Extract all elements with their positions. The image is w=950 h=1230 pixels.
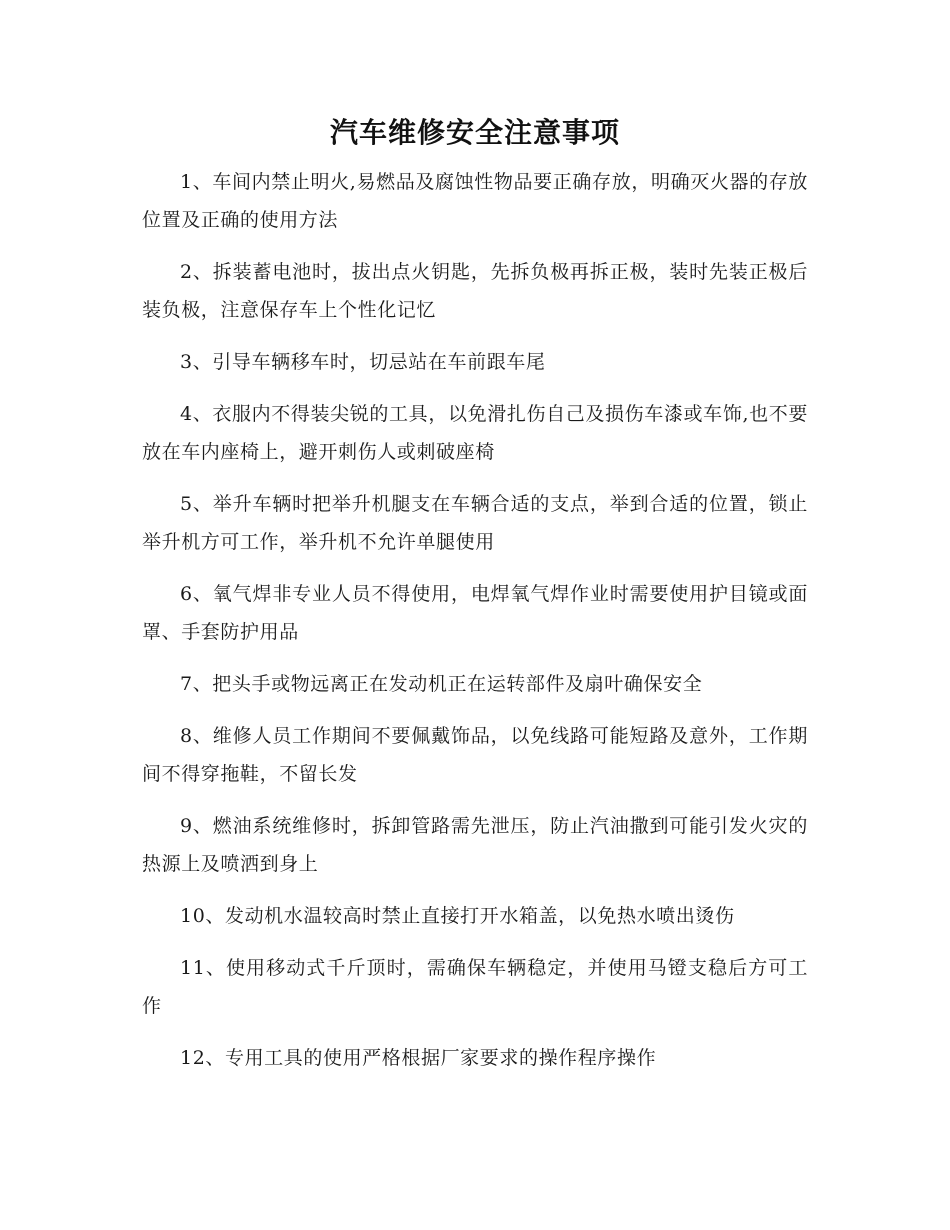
document-body	[142, 163, 808, 1091]
paragraph-item-3: 3、引导车辆移车时，切忌站在车前跟车尾	[180, 351, 546, 373]
paragraph-item-1: 1、车间内禁止明火,易燃品及腐蚀性物品要正确存放，明确灭火器的存放位置及正确的使用方法	[142, 171, 808, 231]
document-title: 汽车维修安全注意事项	[329, 116, 620, 149]
paragraph-item-5: 5、举升车辆时把举升机腿支在车辆合适的支点，举到合适的位置，锁止举升机方可工作，举升机不允许单腿使用	[142, 493, 808, 553]
paragraph-item-6: 6、氧气焊非专业人员不得使用，电焊氧气焊作业时需要使用护目镜或面罩、手套防护用品	[142, 583, 808, 643]
paragraph-item-12: 12、专用工具的使用严格根据厂家要求的操作程序操作	[180, 1047, 657, 1069]
paragraph-item-10: 10、发动机水温较高时禁止直接打开水箱盖，以免热水喷出烫伤	[180, 905, 735, 927]
paragraph-item-9: 9、燃油系统维修时，拆卸管路需先泄压，防止汽油撒到可能引发火灾的热源上及喷洒到身上	[142, 815, 808, 875]
paragraph-item-4: 4、衣服内不得装尖锐的工具，以免滑扎伤自己及损伤车漆或车饰,也不要放在车内座椅上，避开刺伤人或刺破座椅	[142, 403, 808, 463]
paragraph-item-8: 8、维修人员工作期间不要佩戴饰品，以免线路可能短路及意外，工作期间不得穿拖鞋，不留长发	[142, 725, 808, 785]
paragraph-item-11: 11、使用移动式千斤顶时，需确保车辆稳定，并使用马镫支稳后方可工作	[142, 957, 808, 1017]
paragraph-item-2: 2、拆装蓄电池时，拔出点火钥匙，先拆负极再拆正极，装时先装正极后装负极，注意保存车上个性化记忆	[142, 261, 808, 321]
paragraph-item-7: 7、把头手或物远离正在发动机正在运转部件及扇叶确保安全	[180, 673, 703, 695]
